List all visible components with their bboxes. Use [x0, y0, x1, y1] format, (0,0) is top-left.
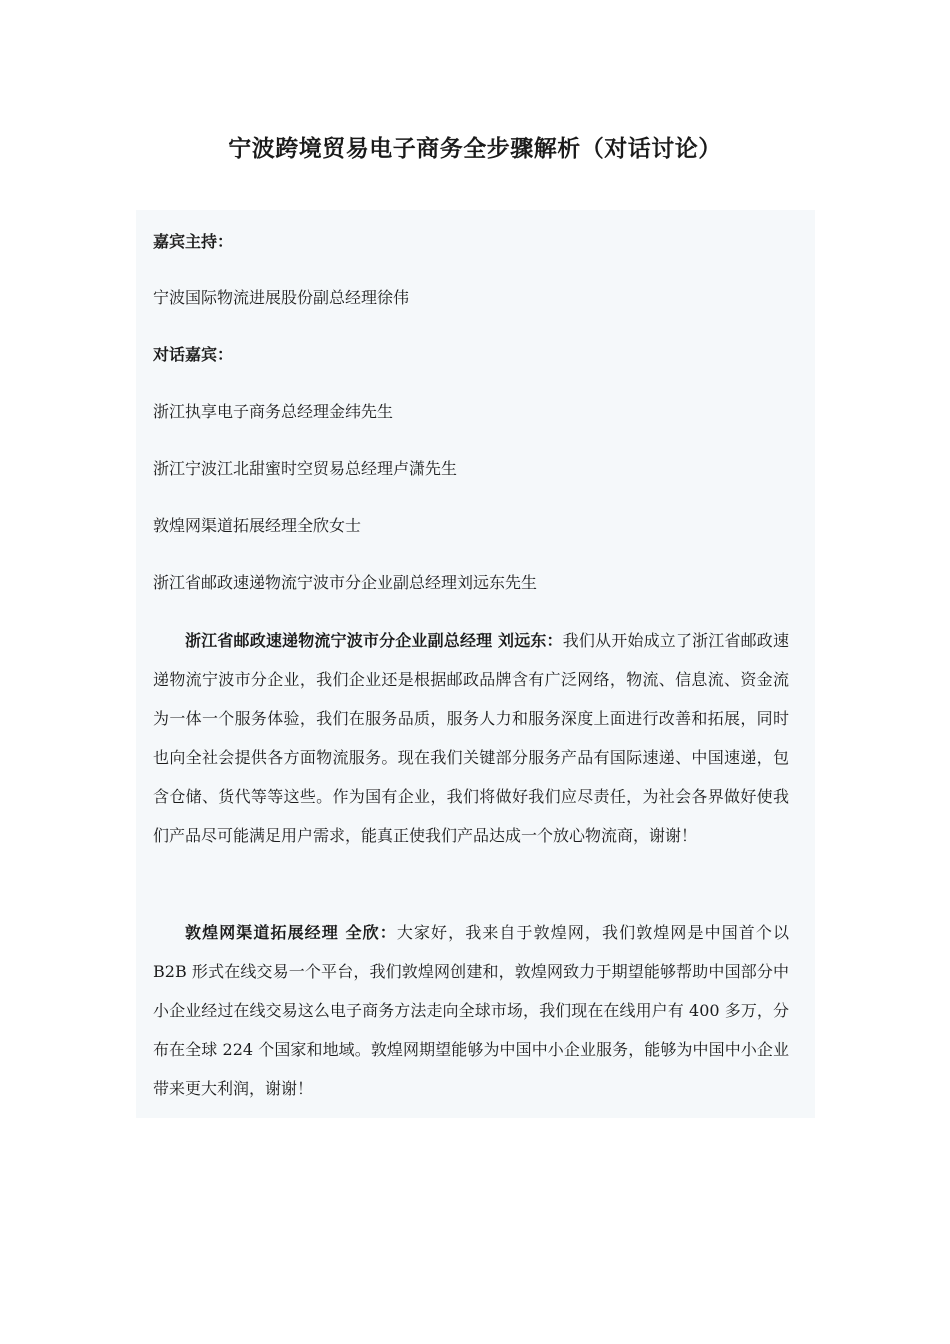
speaker-name: 浙江省邮政速递物流宁波市分企业副总经理 刘远东：	[185, 631, 563, 650]
host-name: 宁波国际物流进展股份副总经理徐伟	[153, 288, 410, 307]
document-title: 宁波跨境贸易电子商务全步骤解析（对话讨论）	[228, 135, 722, 162]
speaker-statement: 大家好，我来自于敦煌网，我们敦煌网是中国首个以 B2B 形式在线交易一个平台，我们敦煌网创建和，敦煌网致力于期望能够帮助中国部分中小企业经过在线交易这么电子商务方法走向全球市场，我们现在在线用户有 400 多万，分布在全球 224 个国家和地域。敦煌网期望能够为中国中小企业服务，能够为中国中小企业带来更大利润，谢谢！	[153, 923, 789, 1098]
guest-item: 浙江省邮政速递物流宁波市分企业副总经理刘远东先生	[153, 573, 538, 592]
host-label: 嘉宾主持：	[153, 232, 234, 251]
guest-item: 敦煌网渠道拓展经理全欣女士	[153, 516, 362, 535]
guests-label: 对话嘉宾：	[153, 345, 234, 364]
guest-item: 浙江执享电子商务总经理金纬先生	[153, 402, 394, 421]
guest-item: 浙江宁波江北甜蜜时空贸易总经理卢潇先生	[153, 459, 458, 478]
speaker-statement: 我们从开始成立了浙江省邮政速递物流宁波市分企业，我们企业还是根据邮政品牌含有广泛网络，物流、信息流、资金流为一体一个服务体验，我们在服务品质，服务人力和服务深度上面进行改善和拓展，同时也向全社会提供各方面物流服务。现在我们关键部分服务产品有国际速递、中国速递，包含仓储、货代等等这些。作为国有企业，我们将做好我们应尽责任，为社会各界做好使我们产品尽可能满足用户需求，能真正使我们产品达成一个放心物流商，谢谢！	[153, 631, 789, 845]
dialogue-paragraph	[153, 913, 789, 1108]
speaker-name: 敦煌网渠道拓展经理 全欣：	[185, 923, 397, 942]
dialogue-paragraph	[153, 621, 789, 855]
dialogue-panel	[136, 210, 815, 1118]
